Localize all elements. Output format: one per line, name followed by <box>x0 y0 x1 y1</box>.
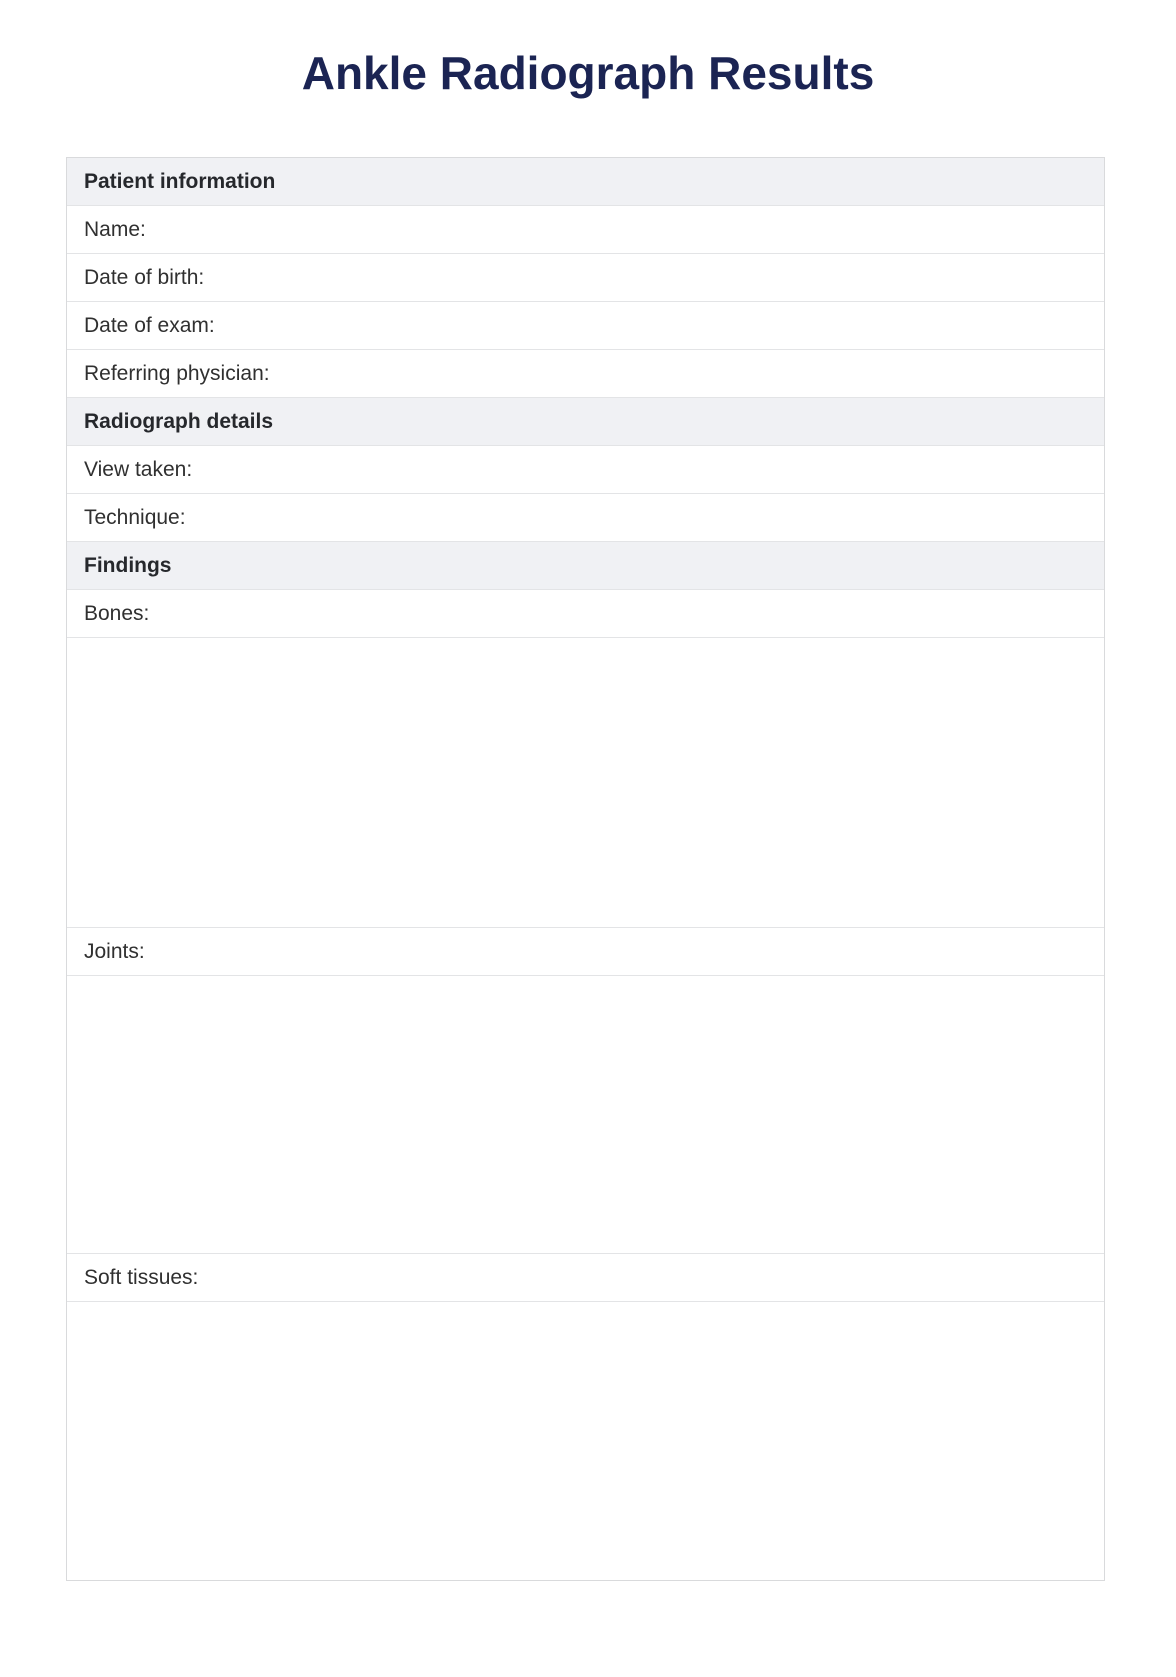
technique-field-row[interactable] <box>67 494 1104 542</box>
bones-entry-area[interactable] <box>67 638 1104 928</box>
name-field-row[interactable] <box>67 206 1104 254</box>
technique-field-row-label: Technique: <box>84 505 186 529</box>
radiograph-details-section-header <box>67 398 1104 446</box>
bones-field-row[interactable] <box>67 590 1104 638</box>
date-of-birth-field-row-label: Date of birth: <box>84 265 205 289</box>
findings-section-header <box>67 542 1104 590</box>
joints-field-row[interactable] <box>67 928 1104 976</box>
view-taken-field-row[interactable] <box>67 446 1104 494</box>
soft-tissues-field-row[interactable] <box>67 1254 1104 1302</box>
name-field-row-label: Name: <box>84 217 146 241</box>
patient-information-section-header-label: Patient information <box>84 169 276 193</box>
page-title: Ankle Radiograph Results <box>301 47 875 99</box>
referring-physician-field-row[interactable] <box>67 350 1104 398</box>
joints-entry-area[interactable] <box>67 976 1104 1254</box>
soft-tissues-field-row-label: Soft tissues: <box>84 1265 199 1289</box>
date-of-birth-field-row[interactable] <box>67 254 1104 302</box>
soft-tissues-entry-area[interactable] <box>67 1302 1104 1580</box>
patient-information-section-header <box>67 158 1104 206</box>
view-taken-field-row-label: View taken: <box>84 457 193 481</box>
referring-physician-field-row-label: Referring physician: <box>84 361 270 385</box>
document-page <box>0 47 1176 1677</box>
bones-field-row-label: Bones: <box>84 601 150 625</box>
date-of-exam-field-row-label: Date of exam: <box>84 313 215 337</box>
findings-section-header-label: Findings <box>84 553 172 577</box>
radiograph-details-section-header-label: Radiograph details <box>84 409 274 433</box>
radiograph-results-form-table <box>66 157 1105 1581</box>
joints-field-row-label: Joints: <box>84 939 145 963</box>
date-of-exam-field-row[interactable] <box>67 302 1104 350</box>
